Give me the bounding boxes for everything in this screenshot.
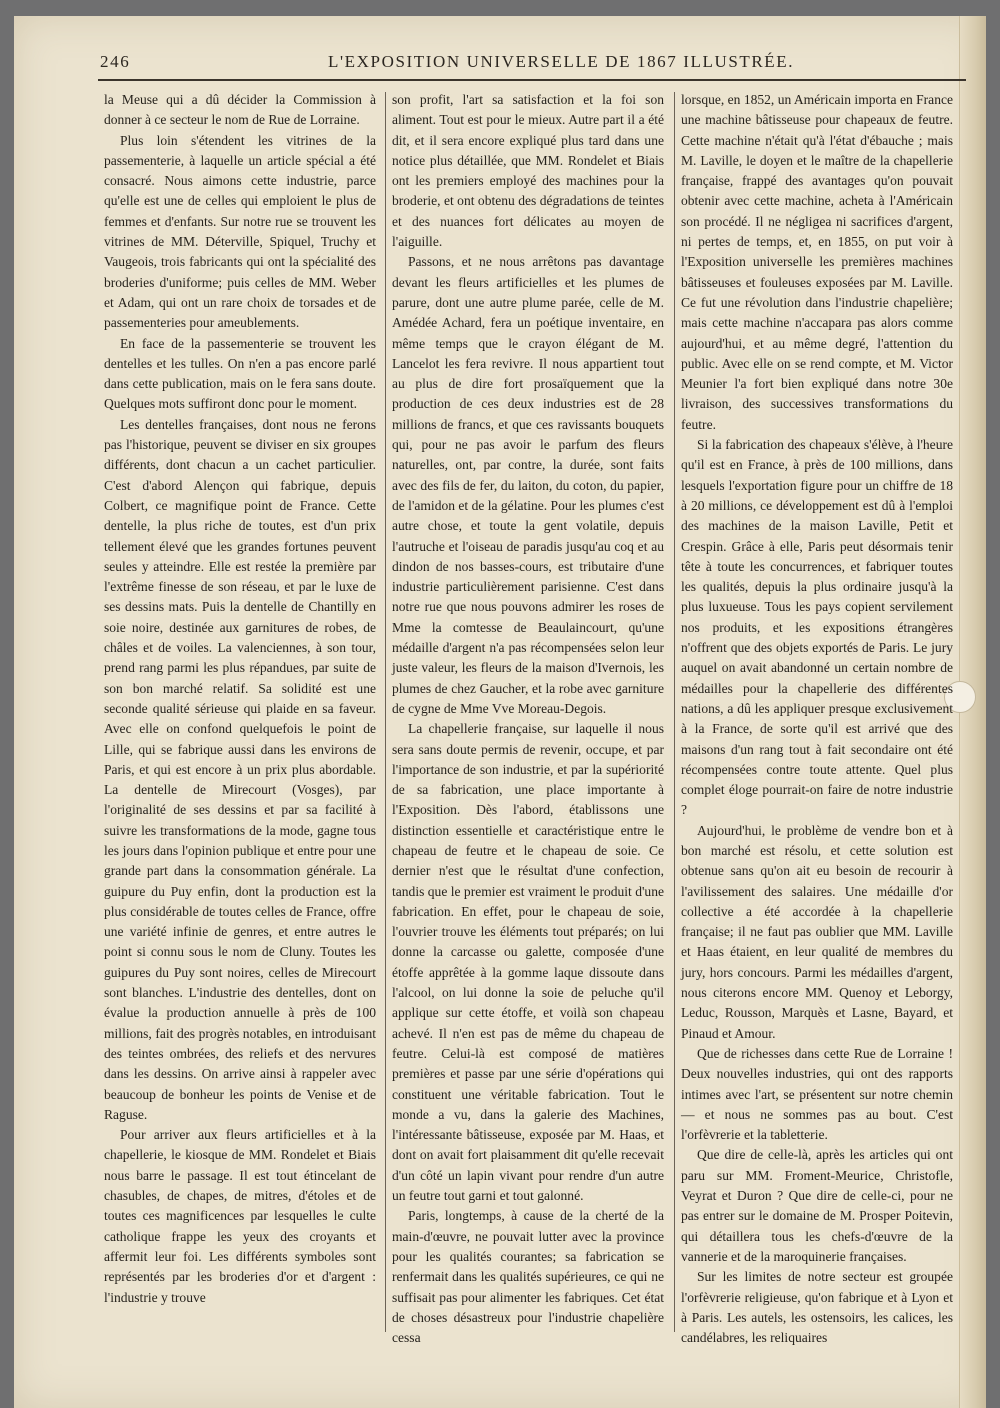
paragraph: En face de la passementerie se trouvent les dentelles et les tulles. On n'en a pas encore parlé dans cette publication, mais on le fera sans doute. Quelques mots suffiront donc pour le moment. [104, 335, 376, 412]
column-divider [385, 92, 386, 1332]
paragraph: Que de richesses dans cette Rue de Lorraine ! Deux nouvelles industries, qui ont des rapports intimes avec l'art, se présentent sur notre chemin — et nous ne sommes pas au bout. C'est l'orfèvrerie et la tabletterie. [681, 1045, 953, 1143]
paragraph: Que dire de celle-là, après les articles qui ont paru sur MM. Froment-Meurice, Christofle, Veyrat et Duron ? Que dire de celle-ci, pour ne pas entrer sur le domaine de M. Prosper Poitevin, qui détaillera tous les chefs-d'œuvre de la vannerie et de la maroquinerie françaises. [681, 1147, 953, 1264]
text-column-1 [104, 90, 376, 1330]
publication-title: L'EXPOSITION UNIVERSELLE DE 1867 ILLUSTRÉE. [328, 52, 795, 71]
paragraph: Pour arriver aux fleurs artificielles et à la chapellerie, le kiosque de MM. Rondelet et Biais nous barre le passage. Il est tout étincelant de chasubles, de chapes, de mitres, d'étoles et de toutes ces magnificences par lesquelles le culte catholique frappe les yeux des croyants et affermit leur foi. Les différents symboles sont représentés par les broderies d'or et d'argent : l'industrie y trouve [104, 1127, 376, 1305]
paragraph: Sur les limites de notre secteur est groupée l'orfèvrerie religieuse, qu'on fabrique et à Lyon et à Paris. Les autels, les ostensoirs, les calices, les candélabres, les reliquaires [681, 1269, 953, 1346]
paragraph: Paris, longtemps, à cause de la cherté de la main-d'œuvre, ne pouvait lutter avec la province pour les qualités courantes; sa fabrication se renfermait dans les qualités supérieures, ce qui ne suffisait pas pour alimenter les fabriques. Cet état de choses désastreux pour l'industrie chapelière cessa [392, 1208, 664, 1346]
column-divider [674, 92, 675, 1332]
paragraph: Si la fabrication des chapeaux s'élève, à l'heure qu'il est en France, à près de 100 millions, dans lesquels l'exportation figure pour un chiffre de 18 à 20 millions, ce développement est dû à l'emploi des machines de la maison Laville, Petit et Crespin. Grâce à elle, Paris peut désormais tenir tête à toute les concurrences, et fabriquer toutes les qualités, depuis la plus ordinaire jusqu'à la plus luxueuse. Tous les pays copient servilement nos produits, et les expositions étrangères n'offrent que des objets exportés de Paris. Le jury auquel on avait abandonné un certain nombre de médailles pour la chapellerie des différentes nations, a dû les appliquer presque exclusivement à la France, de sorte qu'il est arrivé que des maisons d'un rang tout à fait secondaire ont été récompensées contre toute attente. Quel plus complet éloge pourrait-on faire de notre industrie ? [681, 437, 953, 818]
paragraph: la Meuse qui a dû décider la Commission à donner à ce secteur le nom de Rue de Lorraine. [104, 92, 376, 128]
header-rule [98, 79, 966, 81]
paragraph: Plus loin s'étendent les vitrines de la passementerie, à laquelle un article spécial a été consacré. Nous aimons cette industrie, parce qu'elle est une de celles qui emploient le plus de femmes et d'enfants. Sur notre rue se trouvent les vitrines de MM. Déterville, Spiquel, Truchy et Vaugeois, trois fabricants qui ont la spécialité des broderies d'uniforme; puis celles de MM. Weber et Adam, qui ont un rare choix de torsades et de passementeries pour ameublements. [104, 132, 376, 331]
text-column-3 [681, 90, 953, 1346]
paragraph: La chapellerie française, sur laquelle il nous sera sans doute permis de revenir, occupe, et par l'importance de son industrie, et par la supériorité de sa fabrication, une place importante à l'Exposition. Dès l'abord, établissons une distinction essentielle et caractéristique entre le chapeau de feutre et le chapeau de soie. Ce dernier n'est que le résultat d'une confection, tandis que le premier est vraiment le produit d'une fabrication. En effet, pour le chapeau de soie, l'ouvrier trouve les éléments tout préparés; on lui donne la carcasse ou galette, composée d'une étoffe apprêtée à la gomme laque dissoute dans l'alcool, on lui donne la soie de peluche qu'il applique sur cette étoffe, et voilà son chapeau achevé. Il n'en est pas de même du chapeau de feutre. Celui-là est composé de matières premières et passe par une série d'opérations qui constituent une véritable fabrication. Tout le monde a vu, dans la galerie des Machines, l'intéressante bâtisseuse, exposée par M. Haas, et dont on avait fort plaisamment dit qu'elle recevait d'un côté un lapin vivant pour rendre d'un autre un feutre tout garni et tout galonné. [392, 721, 664, 1204]
paragraph: lorsque, en 1852, un Américain importa en France une machine bâtisseuse pour chapeaux de feutre. Cette machine n'était qu'à l'état d'ébauche ; mais M. Laville, le doyen et le maître de la chapellerie française, frappé des avantages qu'on pouvait obtenir avec cette machine, acheta à l'Américain son procédé. Il ne négligea ni sacrifices d'argent, ni pertes de temps, et, en 1855, on put voir à l'Exposition universelle les premières machines bâtisseuses et fouleuses exposées par M. Laville. Ce fut une révolution dans l'industrie chapelière; mais cette machine n'accapara pas alors comme aujourd'hui, et au même degré, l'attention du public. Avec elle on se rend compte, et M. Victor Meunier l'a fort bien expliqué dans notre 30e livraison, des successives transformations du feutre. [681, 92, 953, 432]
text-column-2 [392, 90, 664, 1346]
page-header [100, 52, 966, 76]
newspaper-page [14, 16, 986, 1408]
paragraph: Passons, et ne nous arrêtons pas davantage devant les fleurs artificielles et les plumes de parure, dont une autre plume parée, celle de M. Amédée Achard, fera un poétique inventaire, en même temps que le crayon élégant de M. Lancelot les fera revivre. Il nous appartient tout au plus de dire fort prosaïquement que la production de ces deux industries est de 28 millions de francs, et que ces ravissants bouquets qui, pour ne pas avoir le parfum des fleurs naturelles, ont, par contre, la durée, sont faits avec des fils de fer, du laiton, du coton, du papier, de l'amidon et de la gélatine. Pour les plumes c'est autre chose, et toute la gent volatile, depuis l'autruche et l'oiseau de paradis jusqu'au coq et au dindon de nos basses-cours, est tributaire d'une industrie particulièrement parisienne. C'est dans notre rue que nous pouvons admirer les roses de Mme la comtesse de Beaulaincourt, qu'une médaille d'argent n'a pas récompensées selon leur juste valeur, les fleurs de la maison d'Ivernois, les plumes de chez Gaucher, et la robe avec garniture de cygne de Mme Vve Moreau-Degois. [392, 254, 664, 716]
page-number: 246 [100, 52, 131, 71]
paragraph: son profit, l'art sa satisfaction et la foi son aliment. Tout est pour le mieux. Autre part il a été dit, et il sera encore expliqué plus tard dans une notice plus détaillée, que MM. Rondelet et Biais ont les premiers employé des machines pour la broderie, et ont obtenu des dégradations de teintes et des nuances fort délicates au moyen de l'aiguille. [392, 92, 664, 250]
paragraph: Aujourd'hui, le problème de vendre bon et à bon marché est résolu, et cette solution est obtenue sans qu'on ait eu besoin de recourir à l'avilissement des salaires. Une médaille d'or collective a été accordée à la chapellerie française; il ne faut pas oublier que MM. Laville et Haas étaient, en leur qualité de membres du jury, hors concours. Parmi les médailles d'argent, nous citerons encore MM. Quenoy et Leborgy, Leduc, Rousson, Marquès et Lasne, Bayard, et Pinaud et Amour. [681, 822, 953, 1041]
paragraph: Les dentelles françaises, dont nous ne ferons pas l'historique, peuvent se diviser en six groupes différents, dont chacun a un cachet particulier. C'est d'abord Alençon qui fabrique, depuis Colbert, ce magnifique point de France. Cette dentelle, la plus riche de toutes, est d'un prix tellement élevé que les grandes fortunes peuvent seules y atteindre. Elle est restée la première par l'extrême finesse de son réseau, et par le luxe de ses dessins mats. Puis la dentelle de Chantilly en soie noire, destinée aux garnitures de robes, de châles et de voiles. La valenciennes, à son tour, prend rang parmi les plus répandues, par suite de son bon marché relatif. Sa solidité est une seconde qualité sérieuse qui plaide en sa faveur. Avec elle on confond quelquefois le point de Lille, qui se fabrique aussi dans les environs de Paris, et qui est encore à un prix plus abordable. La dentelle de Mirecourt (Vosges), par l'originalité de ses dessins et par sa facilité à suivre les transformations de la mode, gagne tous les jours dans l'opinion publique et entre pour une grande part dans la consommation générale. La guipure du Puy enfin, dont la production est la plus considérable de toutes celles de France, offre une variété infinie de genres, et entre autres le point si connu sous le nom de Cluny. Toutes les guipures du Puy sont noires, celles de Mirecourt sont blanches. L'industrie des dentelles, dont on évalue la production annuelle à près de 100 millions, fait des progrès notables, en introduisant des teintes ombrées, des reliefs et des nervures dans les dessins. On arrive ainsi à rappeler avec beaucoup de bonheur les points de Venise et de Raguse. [104, 416, 376, 1122]
